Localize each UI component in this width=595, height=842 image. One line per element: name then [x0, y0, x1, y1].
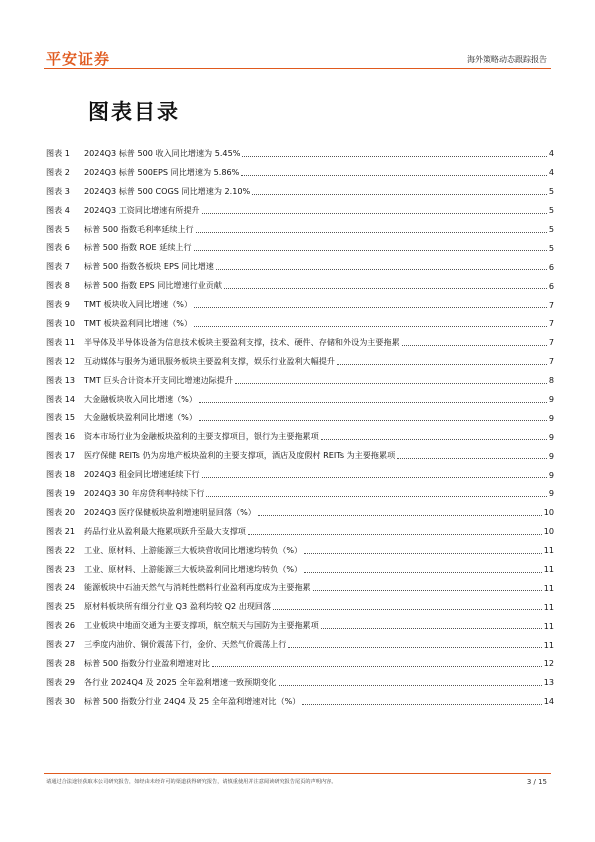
toc-entry-title: TMT 板块收入同比增速（%） — [84, 299, 193, 310]
toc-dot-leader — [216, 269, 547, 270]
toc-entry[interactable] — [46, 163, 554, 182]
toc-entry-page: 5 — [548, 205, 554, 216]
toc-dot-leader — [212, 666, 542, 667]
toc-entry[interactable] — [46, 182, 554, 201]
toc-entry[interactable] — [46, 541, 554, 560]
toc-dot-leader — [321, 439, 547, 440]
toc-entry-page: 14 — [543, 696, 554, 707]
toc-entry-title: 2024Q3 标普 500 COGS 同比增速为 2.10% — [84, 185, 251, 196]
toc-entry[interactable] — [46, 295, 554, 314]
page-title: 图表目录 — [88, 100, 180, 124]
toc-dot-leader — [241, 175, 546, 176]
toc-entry-number: 图表 24 — [46, 582, 76, 593]
toc-entry-title: 2024Q3 医疗保健板块盈利增速明显回落（%） — [84, 506, 256, 517]
toc-entry-number: 图表 7 — [46, 261, 70, 272]
toc-entry-title: 标普 500 指数各板块 EPS 同比增速 — [84, 261, 214, 272]
toc-dot-leader — [242, 156, 546, 157]
toc-dot-leader — [194, 307, 547, 308]
report-type-label: 海外策略动态跟踪报告 — [467, 55, 547, 64]
toc-entry[interactable] — [46, 597, 554, 616]
toc-entry-page: 7 — [548, 337, 554, 348]
toc-entry-number: 图表 2 — [46, 166, 70, 177]
toc-entry[interactable] — [46, 276, 554, 295]
toc-dot-leader — [199, 420, 547, 421]
toc-entry-title: 2024Q3 30 年房贷利率持续下行 — [84, 487, 205, 498]
header-divider — [44, 68, 551, 69]
toc-entry-page: 8 — [548, 375, 554, 386]
toc-entry-page: 11 — [543, 620, 554, 631]
toc-entry-page: 9 — [548, 431, 554, 442]
toc-entry[interactable] — [46, 522, 554, 541]
footer-disclaimer: 请通过合法途径获取本公司研究报告，如经由未经许可的渠道获得研究报告，请慎重使用并注意阅读研究报告尾页的声明内容。 — [46, 779, 337, 785]
toc-entry-page: 7 — [548, 356, 554, 367]
toc-dot-leader — [258, 515, 542, 516]
toc-entry[interactable] — [46, 465, 554, 484]
toc-dot-leader — [235, 383, 547, 384]
toc-entry-page: 10 — [543, 526, 554, 537]
toc-entry-number: 图表 23 — [46, 563, 76, 574]
toc-entry-title: 标普 500 指数 EPS 同比增速行业贡献 — [84, 280, 222, 291]
toc-entry-number: 图表 4 — [46, 204, 70, 215]
toc-entry[interactable] — [46, 333, 554, 352]
toc-entry-page: 12 — [543, 658, 554, 669]
toc-entry-title: 2024Q3 工资同比增速有所提升 — [84, 204, 200, 215]
toc-entry-title: 标普 500 指数分行业盈利增速对比 — [84, 657, 210, 668]
toc-entry-page: 4 — [548, 167, 554, 178]
toc-dot-leader — [248, 534, 542, 535]
toc-entry[interactable] — [46, 673, 554, 692]
toc-entry-number: 图表 1 — [46, 147, 70, 158]
toc-entry-number: 图表 30 — [46, 695, 76, 706]
toc-entry[interactable] — [46, 616, 554, 635]
toc-entry[interactable] — [46, 371, 554, 390]
toc-entry[interactable] — [46, 220, 554, 239]
toc-entry[interactable] — [46, 560, 554, 579]
toc-entry[interactable] — [46, 352, 554, 371]
toc-dot-leader — [273, 609, 542, 610]
toc-entry-page: 11 — [543, 639, 554, 650]
toc-entry-number: 图表 19 — [46, 487, 76, 498]
toc-entry[interactable] — [46, 144, 554, 163]
toc-dot-leader — [202, 213, 547, 214]
toc-entry[interactable] — [46, 238, 554, 257]
toc-entry-page: 5 — [548, 186, 554, 197]
toc-entry-number: 图表 14 — [46, 393, 76, 404]
toc-entry-number: 图表 26 — [46, 620, 76, 631]
toc-entry-page: 9 — [548, 469, 554, 480]
toc-dot-leader — [321, 628, 542, 629]
toc-entry[interactable] — [46, 635, 554, 654]
toc-entry-page: 9 — [548, 488, 554, 499]
toc-entry-title: 互动媒体与服务为通讯服务板块主要盈利支撑，娱乐行业盈利大幅提升 — [84, 355, 335, 366]
toc-entry-number: 图表 3 — [46, 185, 70, 196]
toc-entry-title: 标普 500 指数 ROE 延续上行 — [84, 242, 192, 253]
toc-entry[interactable] — [46, 578, 554, 597]
toc-entry-page: 6 — [548, 261, 554, 272]
toc-entry[interactable] — [46, 446, 554, 465]
toc-entry[interactable] — [46, 503, 554, 522]
toc-entry-number: 图表 20 — [46, 506, 76, 517]
toc-entry-page: 4 — [548, 148, 554, 159]
page-number: 3 / 15 — [526, 778, 547, 786]
toc-entry-number: 图表 27 — [46, 639, 76, 650]
toc-entry-page: 9 — [548, 412, 554, 423]
toc-entry-title: 标普 500 指数毛利率延续上行 — [84, 223, 194, 234]
toc-entry-title: 2024Q3 标普 500EPS 同比增速为 5.86% — [84, 166, 240, 177]
toc-dot-leader — [202, 477, 547, 478]
toc-entry-title: 工业、原材料、上游能源三大板块营收同比增速均转负（%） — [84, 544, 303, 555]
toc-entry-title: 药品行业从盈利最大拖累项跃升至最大支撑项 — [84, 525, 246, 536]
toc-entry[interactable] — [46, 201, 554, 220]
toc-dot-leader — [194, 250, 547, 251]
toc-entry[interactable] — [46, 390, 554, 409]
toc-entry-number: 图表 15 — [46, 412, 76, 423]
toc-entry-number: 图表 5 — [46, 223, 70, 234]
toc-dot-leader — [288, 647, 541, 648]
toc-entry-page: 10 — [543, 507, 554, 518]
toc-entry-page: 11 — [543, 601, 554, 612]
toc-entry-number: 图表 10 — [46, 317, 76, 328]
toc-dot-leader — [252, 194, 547, 195]
toc-entry-page: 9 — [548, 394, 554, 405]
toc-dot-leader — [196, 232, 547, 233]
toc-entry-number: 图表 16 — [46, 431, 76, 442]
toc-entry[interactable] — [46, 654, 554, 673]
toc-entry-page: 7 — [548, 318, 554, 329]
toc-entry-page: 6 — [548, 280, 554, 291]
toc-entry[interactable] — [46, 427, 554, 446]
toc-entry-number: 图表 29 — [46, 676, 76, 687]
toc-dot-leader — [337, 364, 547, 365]
toc-entry-title: 工业、原材料、上游能源三大板块盈利同比增速均转负（%） — [84, 563, 303, 574]
toc-dot-leader — [194, 326, 547, 327]
toc-dot-leader — [199, 402, 547, 403]
toc-entry-title: 2024Q3 标普 500 收入同比增速为 5.45% — [84, 147, 241, 158]
toc-entry-title: 能源板块中石油天然气与消耗性燃料行业盈利再度成为主要拖累 — [84, 582, 311, 593]
toc-entry-page: 11 — [543, 545, 554, 556]
toc-entry-number: 图表 6 — [46, 242, 70, 253]
toc-dot-leader — [304, 553, 542, 554]
toc-entry-page: 13 — [543, 677, 554, 688]
toc-entry-title: 资本市场行业为金融板块盈利的主要支撑项目，银行为主要拖累项 — [84, 431, 319, 442]
toc-dot-leader — [397, 458, 547, 459]
table-of-figures — [46, 144, 554, 711]
company-logo: 平安证券 — [46, 50, 111, 68]
toc-dot-leader — [313, 590, 542, 591]
toc-entry-page: 11 — [543, 582, 554, 593]
toc-entry-number: 图表 11 — [46, 336, 76, 347]
page-header — [0, 0, 595, 80]
toc-entry-title: 医疗保健 REITs 仍为房地产板块盈利的主要支撑项，酒店及度假村 REITs 为主要拖累项 — [84, 450, 396, 461]
toc-entry-number: 图表 17 — [46, 450, 76, 461]
toc-entry-title: 大金融板块盈利同比增速（%） — [84, 412, 197, 423]
toc-entry-title: 半导体及半导体设备为信息技术板块主要盈利支撑，技术、硬件、存储和外设为主要拖累 — [84, 336, 400, 347]
toc-entry-title: 2024Q3 租金同比增速延续下行 — [84, 469, 200, 480]
toc-entry-page: 5 — [548, 224, 554, 234]
toc-entry-page: 5 — [548, 242, 554, 253]
toc-dot-leader — [402, 345, 547, 346]
toc-entry-page: 11 — [543, 564, 554, 575]
toc-entry-number: 图表 28 — [46, 657, 76, 668]
toc-dot-leader — [206, 496, 546, 497]
toc-entry-number: 图表 25 — [46, 601, 76, 612]
toc-entry-number: 图表 18 — [46, 469, 76, 480]
toc-entry-title: TMT 板块盈利同比增速（%） — [84, 317, 193, 328]
toc-entry-title: 工业板块中地面交通为主要支撑项，航空航天与国防为主要拖累项 — [84, 620, 319, 631]
toc-dot-leader — [279, 685, 542, 686]
toc-entry[interactable] — [46, 314, 554, 333]
toc-dot-leader — [224, 288, 547, 289]
toc-entry-title: 标普 500 指数分行业 24Q4 及 25 全年盈利增速对比（%） — [84, 695, 301, 706]
toc-entry[interactable] — [46, 408, 554, 427]
toc-entry-number: 图表 9 — [46, 299, 70, 310]
toc-dot-leader — [302, 704, 541, 705]
toc-entry-number: 图表 13 — [46, 374, 76, 385]
footer-divider — [44, 773, 551, 774]
toc-entry-number: 图表 21 — [46, 525, 76, 536]
toc-dot-leader — [304, 572, 542, 573]
toc-entry-title: TMT 巨头合计资本开支同比增速边际提升 — [84, 374, 233, 385]
toc-entry[interactable] — [46, 484, 554, 503]
toc-entry-number: 图表 12 — [46, 355, 76, 366]
toc-entry-page: 7 — [548, 299, 554, 310]
toc-entry-page: 9 — [548, 450, 554, 461]
toc-entry-title: 大金融板块收入同比增速（%） — [84, 393, 197, 404]
toc-entry-title: 各行业 2024Q4 及 2025 全年盈利增速一致预期变化 — [84, 676, 277, 687]
toc-entry-title: 三季度内油价、铜价震荡下行，金价、天然气价震荡上行 — [84, 639, 287, 650]
toc-entry-title: 原材料板块所有细分行业 Q3 盈利均较 Q2 出现回落 — [84, 601, 272, 612]
toc-entry[interactable] — [46, 692, 554, 711]
toc-entry-number: 图表 8 — [46, 280, 70, 291]
toc-entry-number: 图表 22 — [46, 544, 76, 555]
toc-entry[interactable] — [46, 257, 554, 276]
